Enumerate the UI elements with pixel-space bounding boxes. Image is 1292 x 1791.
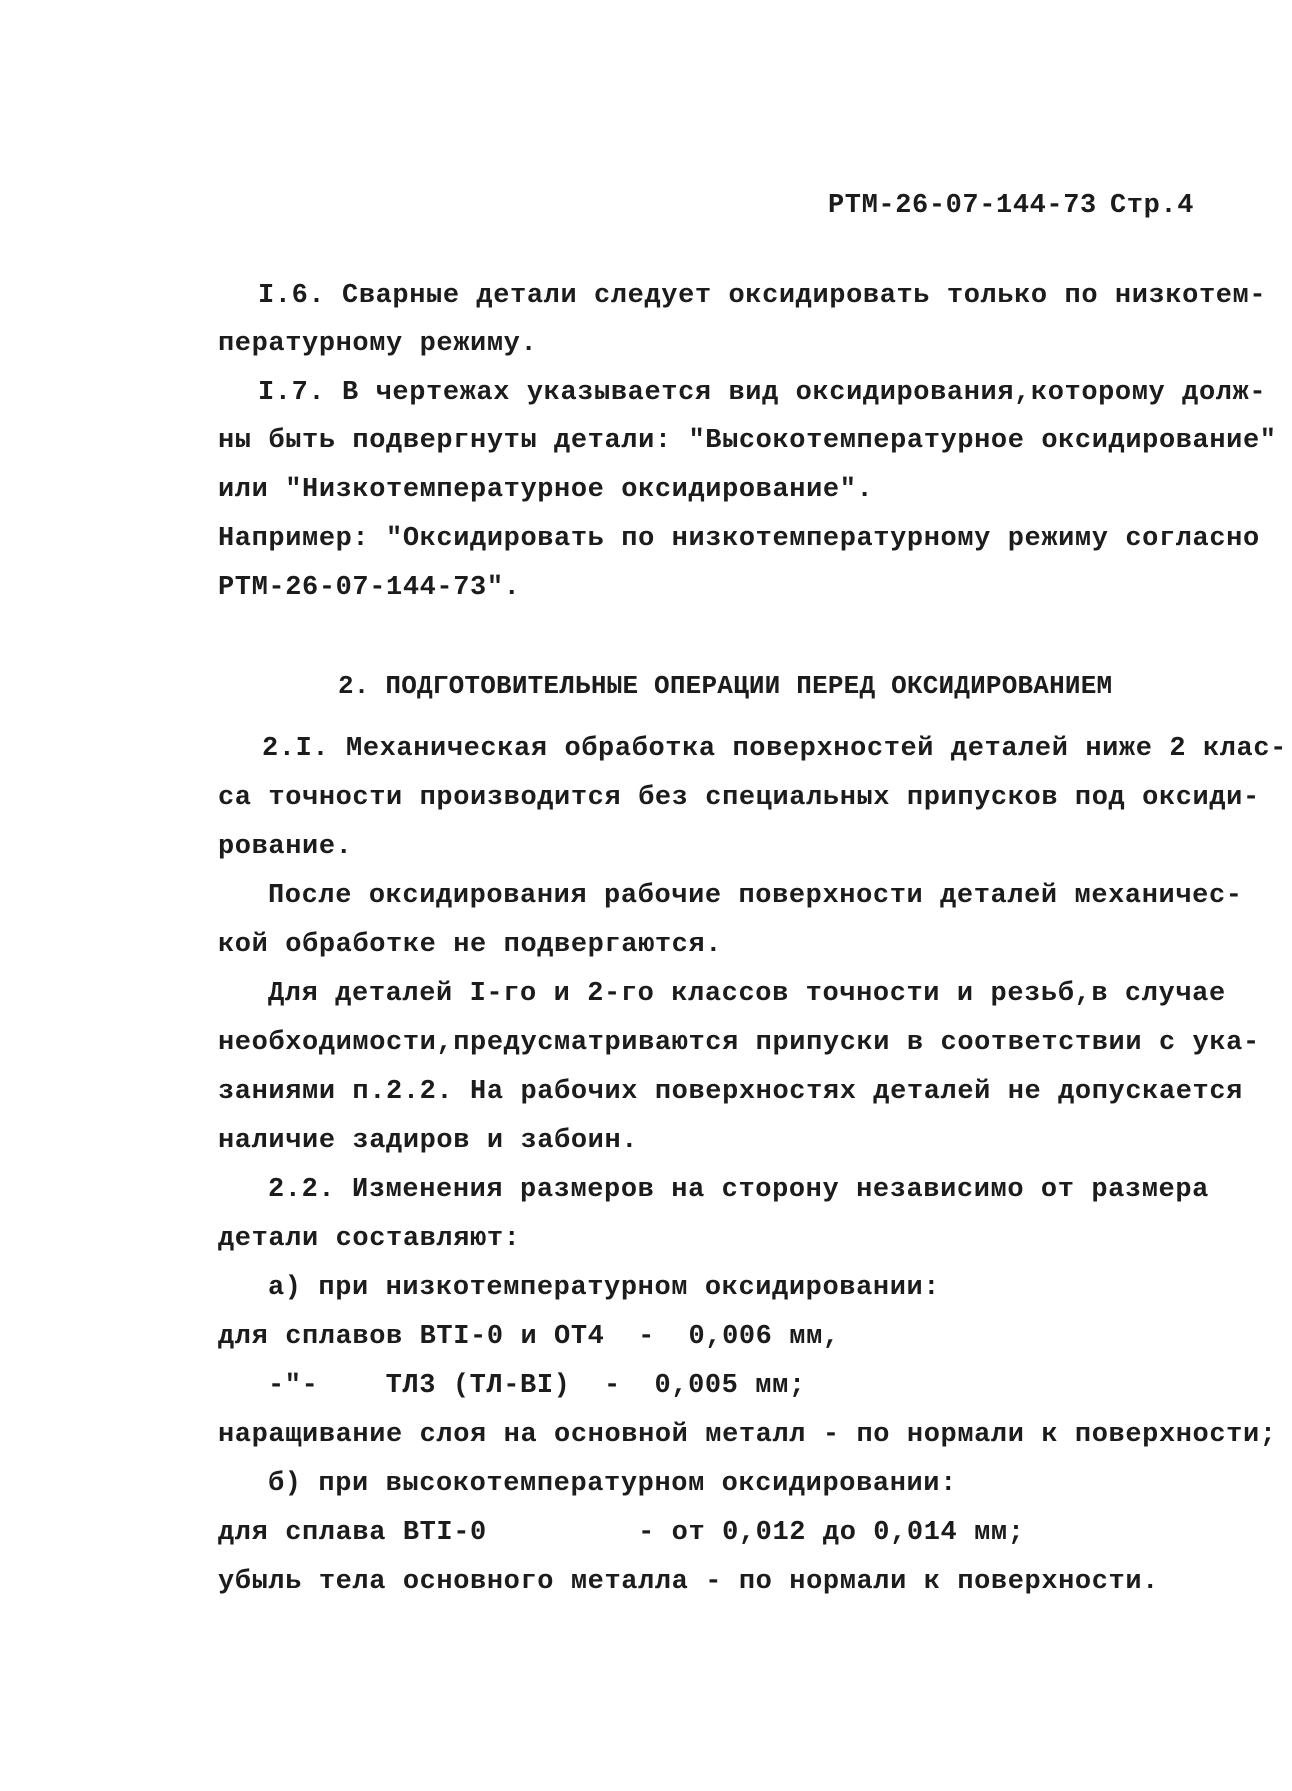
text-line: РТМ-26-07-144-73". bbox=[218, 573, 521, 603]
list-item-heading: б) при высокотемпературном оксидировании: bbox=[268, 1469, 957, 1499]
list-item: -"- ТЛ3 (ТЛ-ВI) - 0,005 мм; bbox=[268, 1371, 806, 1401]
text-line: необходимости,предусматриваются припуски в соответствии с ука- bbox=[218, 1028, 1260, 1058]
text-line: 2.I. Механическая обработка поверхностей деталей ниже 2 клас- bbox=[262, 734, 1287, 764]
text-line: детали составляют: bbox=[218, 1224, 521, 1254]
text-line: ны быть подвергнуты детали: "Высокотемпературное оксидирование" bbox=[218, 426, 1277, 456]
text-line: са точности производится без специальных припусков под оксиди- bbox=[218, 783, 1260, 813]
text-line: рование. bbox=[218, 832, 353, 862]
text-line: После оксидирования рабочие поверхности деталей механичес- bbox=[268, 881, 1243, 911]
list-item: для сплава ВТI-0 - от 0,012 до 0,014 мм; bbox=[218, 1518, 1025, 1548]
text-line: заниями п.2.2. На рабочих поверхностях деталей не допускается bbox=[218, 1077, 1243, 1107]
text-line: или "Низкотемпературное оксидирование". bbox=[218, 475, 874, 505]
text-line: наличие задиров и забоин. bbox=[218, 1126, 639, 1156]
list-item: наращивание слоя на основной металл - по нормали к поверхности; bbox=[218, 1420, 1277, 1450]
page-number: Стр.4 bbox=[1110, 191, 1195, 221]
text-line: пературному режиму. bbox=[218, 329, 538, 359]
text-line: Для деталей I-го и 2-го классов точности и резьб,в случае bbox=[268, 979, 1226, 1009]
list-item: убыль тела основного металла - по нормали к поверхности. bbox=[218, 1567, 1159, 1597]
text-line: Например: "Оксидировать по низкотемпературному режиму согласно bbox=[218, 524, 1260, 554]
list-item: для сплавов ВТI-0 и ОТ4 - 0,006 мм, bbox=[218, 1322, 840, 1352]
document-code: РТМ-26-07-144-73 bbox=[828, 191, 1097, 221]
section-heading: 2. ПОДГОТОВИТЕЛЬНЫЕ ОПЕРАЦИИ ПЕРЕД ОКСИДИРОВАНИЕМ bbox=[338, 671, 1113, 701]
text-line: I.6. Сварные детали следует оксидировать только по низкотем- bbox=[258, 281, 1267, 311]
text-line: кой обработке не подвергаются. bbox=[218, 930, 723, 960]
text-line: 2.2. Изменения размеров на сторону независимо от размера bbox=[268, 1175, 1209, 1205]
list-item-heading: а) при низкотемпературном оксидировании: bbox=[268, 1273, 941, 1303]
text-line: I.7. В чертежах указывается вид оксидирования,которому долж- bbox=[258, 378, 1267, 408]
